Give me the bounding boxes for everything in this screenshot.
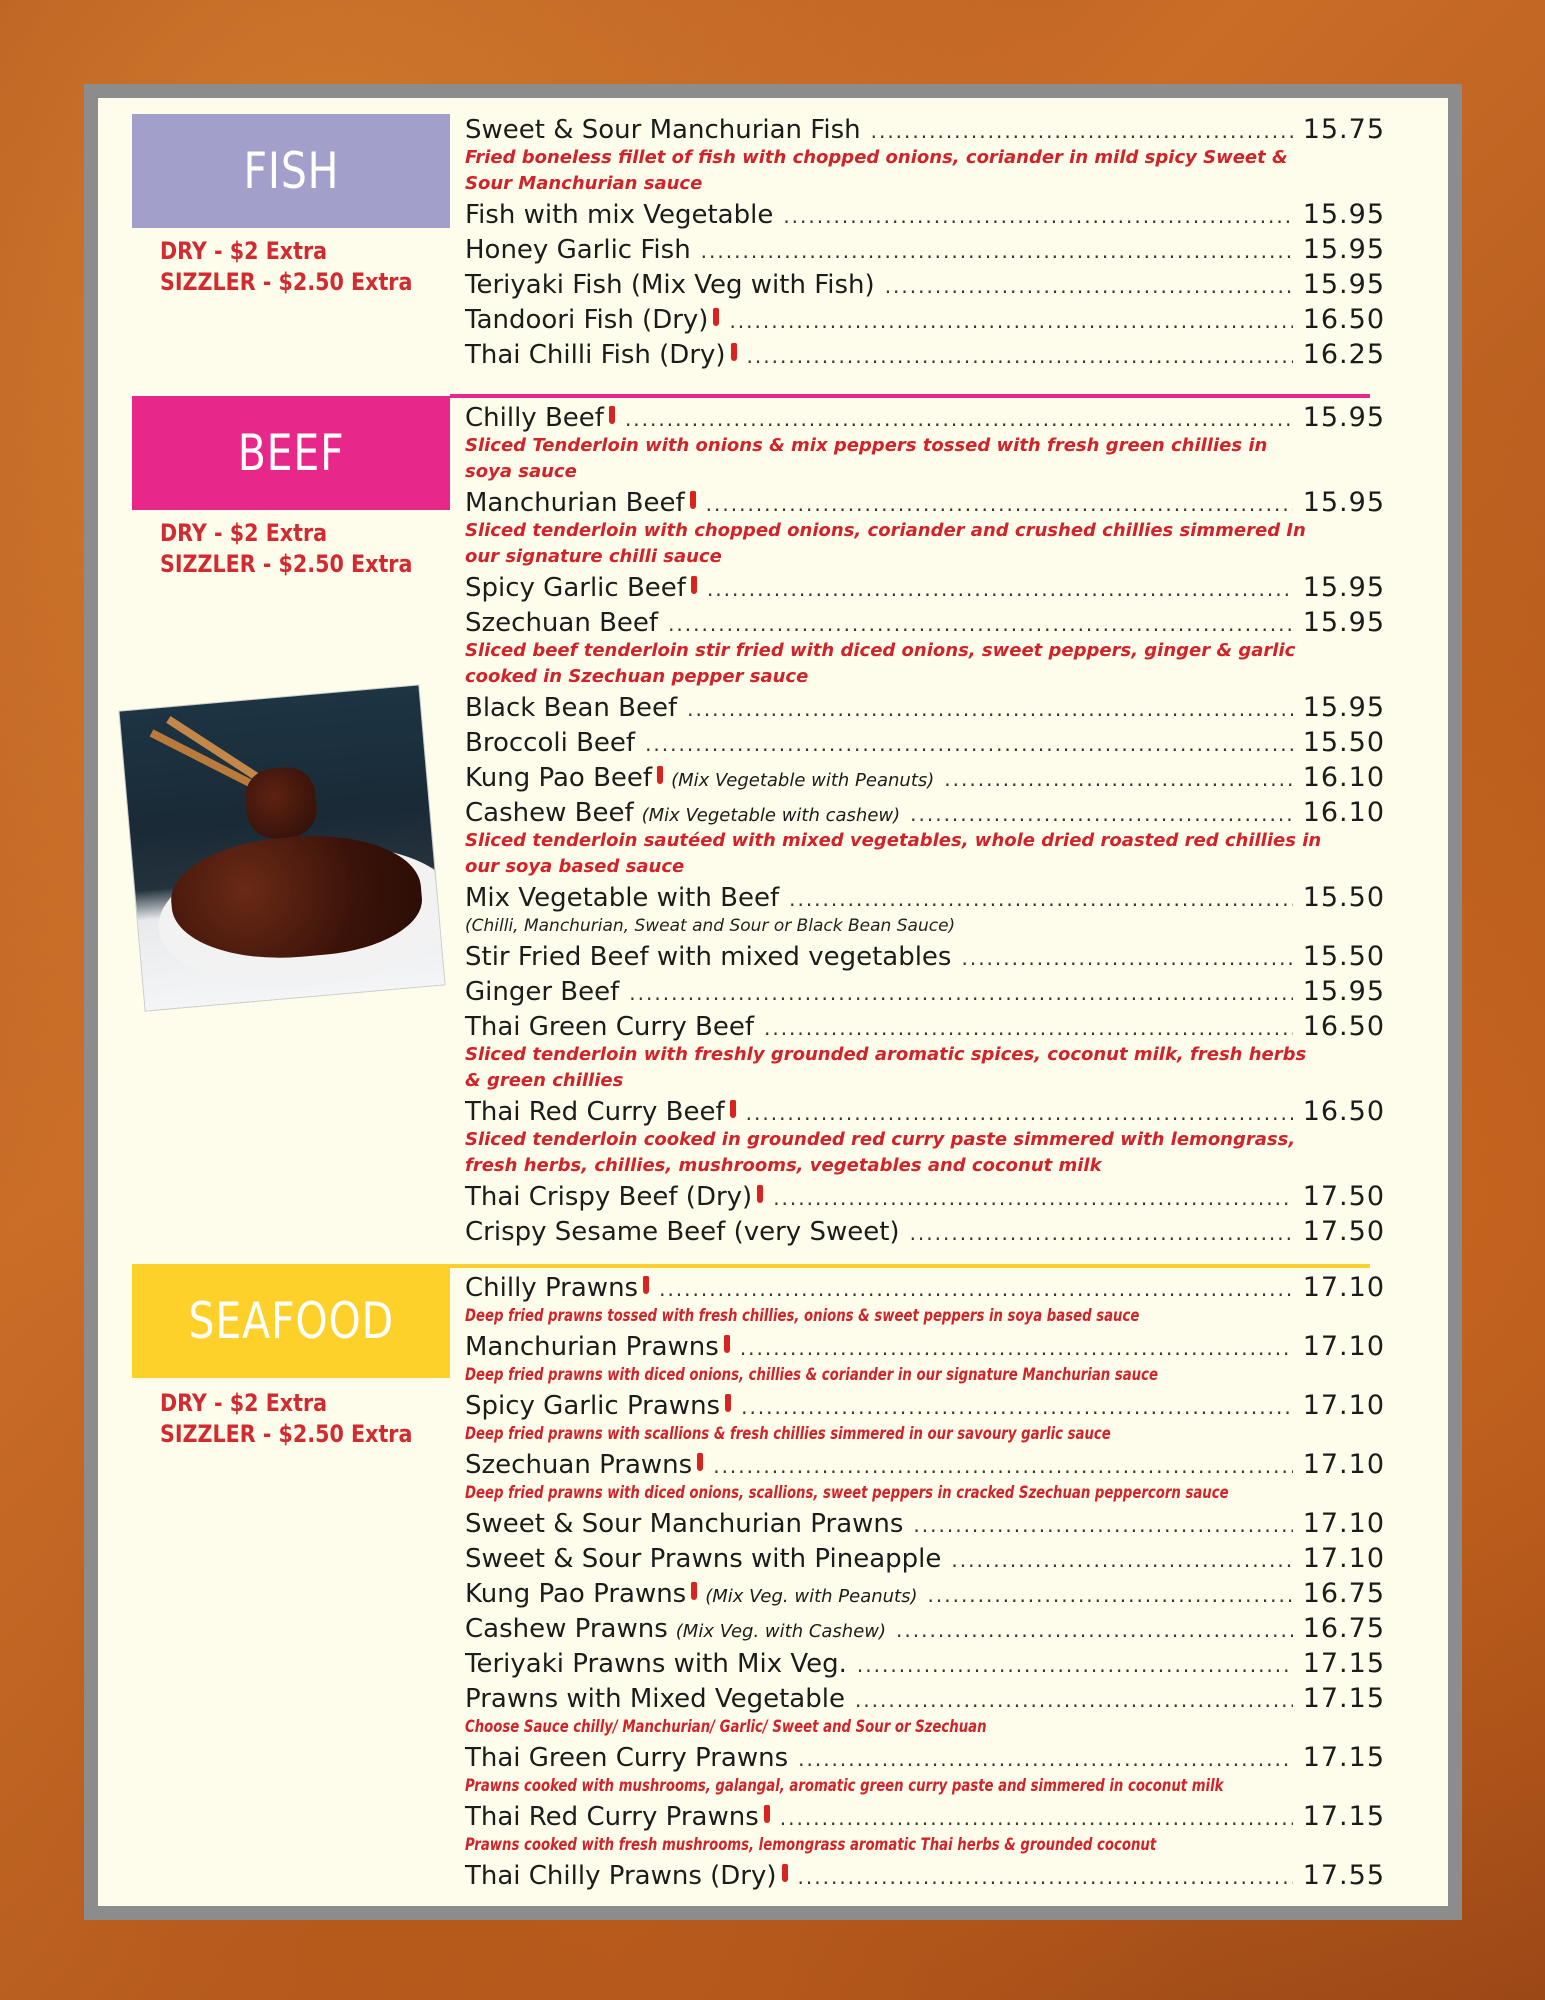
dot-leader — [783, 204, 1292, 228]
menu-item-name — [465, 115, 861, 145]
dot-leader — [645, 732, 1293, 756]
menu-item-price: 17.55 — [1302, 1860, 1385, 1891]
menu-item — [465, 727, 1385, 762]
menu-item-price: 15.95 — [1302, 572, 1385, 603]
fish-sidebar — [132, 98, 450, 1906]
menu-item-description: Sliced tenderloin with freshly grounded aromatic spices, coconut milk, fresh herbs & green chillies — [465, 1044, 1307, 1091]
menu-item — [465, 402, 1385, 485]
menu-item-price: 16.50 — [1302, 1011, 1385, 1042]
menu-item — [465, 1272, 1385, 1329]
menu-item-note: (Mix Veg. with Cashew) — [675, 1621, 887, 1642]
menu-item-price: 17.10 — [1302, 1543, 1385, 1574]
menu-item-row — [465, 941, 1385, 976]
menu-item — [465, 941, 1385, 976]
menu-item-title: Thai Chilli Fish (Dry) — [465, 340, 726, 370]
menu-item-row — [465, 1331, 1385, 1366]
menu-item — [465, 1683, 1385, 1740]
menu-item-note: (Mix Veg. with Peanuts) — [705, 1586, 918, 1607]
menu-item-title: Ginger Beef — [465, 977, 620, 1007]
chili-pepper-icon — [657, 766, 663, 784]
menu-item-description: Sliced Tenderloin with onions & mix peppers tossed with fresh green chillies in soya sauce — [465, 435, 1268, 482]
menu-item-title: Spicy Garlic Prawns — [465, 1391, 721, 1421]
menu-item-title: Cashew Prawns — [465, 1614, 668, 1644]
menu-item-price: 15.50 — [1302, 727, 1385, 758]
menu-item-price: 15.95 — [1302, 199, 1385, 230]
dot-leader — [928, 1583, 1293, 1607]
menu-item-description: Prawns cooked with fresh mushrooms, lemongrass aromatic Thai herbs & grounded coconut — [465, 1835, 1157, 1855]
menu-item-name — [465, 270, 875, 300]
menu-item-name — [465, 1802, 770, 1832]
menu-item — [465, 487, 1385, 570]
dot-leader — [729, 309, 1292, 333]
dot-leader — [944, 767, 1292, 791]
chili-pepper-icon — [730, 1100, 736, 1118]
dot-leader — [871, 119, 1293, 143]
menu-item-title: Thai Green Curry Prawns — [465, 1743, 789, 1773]
menu-item-row — [465, 1011, 1385, 1046]
menu-item — [465, 882, 1385, 939]
beef-heading: BEEF — [132, 396, 450, 510]
chili-pepper-icon — [697, 1453, 703, 1471]
menu-item-row — [465, 692, 1385, 727]
menu-item-price: 16.10 — [1302, 762, 1385, 793]
dot-leader — [746, 1101, 1293, 1125]
menu-item-row — [465, 304, 1385, 339]
menu-item-note: (Mix Vegetable with cashew) — [641, 805, 901, 826]
menu-item-title: Chilly Prawns — [465, 1273, 639, 1303]
menu-item-row — [465, 234, 1385, 269]
menu-item — [465, 1216, 1385, 1251]
menu-item-row — [465, 339, 1385, 374]
menu-item-name — [465, 1273, 649, 1303]
dot-leader — [780, 1806, 1293, 1830]
menu-item — [465, 607, 1385, 690]
menu-item — [465, 1742, 1385, 1799]
chili-pepper-icon — [691, 1582, 697, 1600]
menu-item-name — [465, 1649, 847, 1679]
menu-item — [465, 1331, 1385, 1388]
menu-item-row — [465, 1648, 1385, 1683]
menu-item-title: Tandoori Fish (Dry) — [465, 305, 709, 335]
dot-leader — [773, 1186, 1293, 1210]
menu-item — [465, 114, 1385, 197]
menu-item-row — [465, 1449, 1385, 1484]
menu-item-title: Chilly Beef — [465, 403, 604, 433]
dot-leader — [913, 1513, 1292, 1537]
menu-item — [465, 762, 1385, 797]
menu-item-title: Honey Garlic Fish — [465, 235, 691, 265]
menu-item-price: 15.95 — [1302, 269, 1385, 300]
menu-item-title: Thai Red Curry Prawns — [465, 1802, 759, 1832]
menu-item — [465, 1543, 1385, 1578]
menu-item-price: 16.75 — [1302, 1613, 1385, 1644]
menu-item — [465, 1096, 1385, 1179]
menu-item — [465, 339, 1385, 374]
menu-item-name — [465, 403, 615, 433]
menu-item-description: Deep fried prawns with diced onions, chillies & coriander in our signature Manchurian sauce — [465, 1365, 1158, 1385]
menu-item-title: Black Bean Beef — [465, 693, 678, 723]
menu-item-title: Thai Crispy Beef (Dry) — [465, 1182, 753, 1212]
menu-item-title: Szechuan Beef — [465, 608, 659, 638]
dot-leader — [789, 887, 1293, 911]
dot-leader — [855, 1688, 1293, 1712]
dot-leader — [951, 1548, 1292, 1572]
menu-page — [98, 98, 1448, 1906]
dot-leader — [706, 492, 1293, 516]
menu-item-name — [465, 488, 696, 518]
menu-item-price: 16.75 — [1302, 1578, 1385, 1609]
chili-pepper-icon — [609, 406, 615, 424]
menu-item-price: 15.95 — [1302, 234, 1385, 265]
dot-leader — [798, 1747, 1293, 1771]
menu-item — [465, 1648, 1385, 1683]
menu-item-price: 15.95 — [1302, 692, 1385, 723]
menu-item-row — [465, 1578, 1385, 1613]
beef-dish-photo — [119, 685, 444, 1010]
chili-pepper-icon — [764, 1805, 770, 1823]
menu-item-price: 17.15 — [1302, 1801, 1385, 1832]
dot-leader — [707, 577, 1293, 601]
menu-item-name — [465, 798, 900, 828]
menu-item-name — [465, 1332, 730, 1362]
menu-item-price: 16.10 — [1302, 797, 1385, 828]
menu-item-name — [465, 573, 697, 603]
menu-item-price: 16.50 — [1302, 304, 1385, 335]
menu-item-title: Manchurian Beef — [465, 488, 685, 518]
menu-item-title: Stir Fried Beef with mixed vegetables — [465, 942, 952, 972]
menu-item-row — [465, 402, 1385, 437]
seafood-items — [465, 1272, 1385, 1895]
menu-item-name — [465, 608, 658, 638]
dot-leader — [668, 612, 1293, 636]
chili-pepper-icon — [724, 1335, 730, 1353]
menu-item-price: 17.10 — [1302, 1390, 1385, 1421]
menu-item-name — [465, 1579, 918, 1609]
menu-item-name — [465, 728, 635, 758]
menu-item-name — [465, 1544, 941, 1574]
menu-item-price: 17.10 — [1302, 1331, 1385, 1362]
fish-extras: DRY - $2 Extra SIZZLER - $2.50 Extra — [160, 237, 413, 296]
dot-leader — [713, 1454, 1292, 1478]
menu-item-row — [465, 1390, 1385, 1425]
menu-item-name — [465, 235, 691, 265]
menu-item-title: Spicy Garlic Beef — [465, 573, 686, 603]
menu-item-row — [465, 1613, 1385, 1648]
menu-item — [465, 797, 1385, 880]
menu-item — [465, 1578, 1385, 1613]
menu-item-row — [465, 727, 1385, 762]
menu-item-name — [465, 1182, 763, 1212]
menu-item-row — [465, 797, 1385, 832]
menu-item-row — [465, 1543, 1385, 1578]
menu-item-price: 15.75 — [1302, 114, 1385, 145]
menu-item-title: Cashew Beef — [465, 798, 634, 828]
menu-item — [465, 1801, 1385, 1858]
menu-item-row — [465, 1272, 1385, 1307]
dot-leader — [747, 344, 1293, 368]
menu-item-price: 17.15 — [1302, 1683, 1385, 1714]
menu-item-note: (Mix Vegetable with Peanuts) — [671, 770, 935, 791]
menu-item-price: 16.50 — [1302, 1096, 1385, 1127]
beef-divider — [450, 394, 1370, 398]
dot-leader — [740, 1336, 1293, 1360]
chili-pepper-icon — [713, 308, 719, 326]
menu-item — [465, 976, 1385, 1011]
menu-item — [465, 1613, 1385, 1648]
menu-item-price: 17.10 — [1302, 1272, 1385, 1303]
dot-leader — [885, 274, 1293, 298]
menu-item-title: Fish with mix Vegetable — [465, 200, 774, 230]
menu-item-name — [465, 305, 719, 335]
chili-pepper-icon — [690, 491, 696, 509]
menu-item-row — [465, 1181, 1385, 1216]
menu-item-description: Deep fried prawns with diced onions, scallions, sweet peppers in cracked Szechuan peppercorn sauce — [465, 1483, 1229, 1503]
menu-item-price: 15.50 — [1302, 882, 1385, 913]
dot-leader — [741, 1395, 1293, 1419]
chili-pepper-icon — [731, 343, 737, 361]
menu-item-row — [465, 1742, 1385, 1777]
menu-item-description: Sliced tenderloin with chopped onions, coriander and crushed chillies simmered In our signature chilli sauce — [465, 520, 1306, 567]
menu-item-title: Sweet & Sour Manchurian Fish — [465, 115, 861, 145]
menu-item-row — [465, 976, 1385, 1011]
menu-item-description: Sliced beef tenderloin stir fried with diced onions, sweet peppers, ginger & garlic cooked in Szechuan pepper sauce — [465, 640, 1296, 687]
menu-item-title: Thai Red Curry Beef — [465, 1097, 725, 1127]
menu-item-price: 15.50 — [1302, 941, 1385, 972]
menu-item — [465, 234, 1385, 269]
menu-item-title: Manchurian Prawns — [465, 1332, 719, 1362]
menu-item — [465, 1449, 1385, 1506]
dot-leader — [857, 1653, 1293, 1677]
menu-item-row — [465, 607, 1385, 642]
dot-leader — [659, 1277, 1293, 1301]
menu-frame — [84, 84, 1462, 1920]
menu-item — [465, 692, 1385, 727]
menu-item-name — [465, 1097, 736, 1127]
menu-item-name — [465, 1684, 845, 1714]
menu-item-name — [465, 340, 737, 370]
menu-item-price: 15.95 — [1302, 402, 1385, 433]
menu-item-row — [465, 1860, 1385, 1895]
menu-item-row — [465, 269, 1385, 304]
menu-item-name — [465, 1743, 788, 1773]
seafood-extras: DRY - $2 Extra SIZZLER - $2.50 Extra — [160, 1389, 413, 1448]
dot-leader — [798, 1865, 1293, 1889]
menu-item-title: Sweet & Sour Manchurian Prawns — [465, 1509, 904, 1539]
dot-leader — [687, 697, 1293, 721]
menu-item-name — [465, 1509, 903, 1539]
menu-item-price: 16.25 — [1302, 339, 1385, 370]
menu-item-price: 17.50 — [1302, 1216, 1385, 1247]
menu-item — [465, 304, 1385, 339]
seafood-divider — [450, 1264, 1370, 1268]
chili-pepper-icon — [643, 1276, 649, 1294]
menu-item-row — [465, 762, 1385, 797]
dot-leader — [625, 407, 1293, 431]
menu-item-row — [465, 199, 1385, 234]
dot-leader — [910, 1221, 1293, 1245]
menu-item — [465, 1011, 1385, 1094]
dot-leader — [701, 239, 1293, 263]
menu-item-name — [465, 200, 773, 230]
menu-item-description: Deep fried prawns with scallions & fresh chillies simmered in our savoury garlic sauce — [465, 1424, 1111, 1444]
menu-item-name — [465, 1012, 754, 1042]
menu-item-row — [465, 882, 1385, 917]
dot-leader — [629, 981, 1292, 1005]
menu-item-description: Choose Sauce chilly/ Manchurian/ Garlic/ Sweet and Sour or Szechuan — [465, 1717, 987, 1737]
menu-item-name — [465, 763, 934, 793]
menu-item-row — [465, 1508, 1385, 1543]
menu-item-description: Prawns cooked with mushrooms, galangal, aromatic green curry paste and simmered in coconut milk — [465, 1776, 1224, 1796]
menu-item-name — [465, 977, 619, 1007]
menu-item-name — [465, 883, 779, 913]
seafood-heading: SEAFOOD — [132, 1264, 450, 1378]
menu-item-title: Crispy Sesame Beef (very Sweet) — [465, 1217, 900, 1247]
menu-item-row — [465, 1096, 1385, 1131]
menu-item-title: Sweet & Sour Prawns with Pineapple — [465, 1544, 942, 1574]
chili-pepper-icon — [725, 1394, 731, 1412]
menu-item-row — [465, 1216, 1385, 1251]
menu-item-row — [465, 1683, 1385, 1718]
menu-item-price: 15.95 — [1302, 976, 1385, 1007]
menu-item-row — [465, 114, 1385, 149]
menu-item-description: Sliced tenderloin sautéed with mixed vegetables, whole dried roasted red chillies in our soya based sauce — [465, 830, 1322, 877]
menu-item-name — [465, 1217, 900, 1247]
dot-leader — [896, 1618, 1293, 1642]
dot-leader — [910, 802, 1293, 826]
menu-item-title: Thai Green Curry Beef — [465, 1012, 754, 1042]
menu-item-price: 17.15 — [1302, 1648, 1385, 1679]
menu-item-row — [465, 572, 1385, 607]
menu-item-price: 17.10 — [1302, 1449, 1385, 1480]
menu-item-name — [465, 1450, 703, 1480]
menu-item-row — [465, 487, 1385, 522]
menu-item-title: Prawns with Mixed Vegetable — [465, 1684, 845, 1714]
menu-item — [465, 1860, 1385, 1895]
menu-item — [465, 199, 1385, 234]
menu-item — [465, 1508, 1385, 1543]
menu-item-title: Teriyaki Prawns with Mix Veg. — [465, 1649, 847, 1679]
beef-items — [465, 402, 1385, 1251]
menu-item-title: Mix Vegetable with Beef — [465, 883, 780, 913]
menu-item — [465, 1181, 1385, 1216]
menu-item-description: Fried boneless fillet of fish with chopped onions, coriander in mild spicy Sweet & Sour Manchurian sauce — [465, 147, 1288, 194]
fish-items — [465, 114, 1385, 374]
menu-item-title: Broccoli Beef — [465, 728, 636, 758]
menu-item-sauce-options: (Chilli, Manchurian, Sweat and Sour or Black Bean Sauce) — [465, 916, 956, 936]
menu-item-name — [465, 1614, 886, 1644]
menu-item-name — [465, 1861, 788, 1891]
fish-heading: FISH — [132, 114, 450, 228]
menu-item — [465, 572, 1385, 607]
dot-leader — [961, 946, 1292, 970]
menu-item-price: 17.15 — [1302, 1742, 1385, 1773]
menu-item-title: Kung Pao Prawns — [465, 1579, 687, 1609]
menu-item-title: Teriyaki Fish (Mix Veg with Fish) — [465, 270, 875, 300]
chili-pepper-icon — [691, 576, 697, 594]
menu-item-name — [465, 942, 951, 972]
chili-pepper-icon — [757, 1185, 763, 1203]
menu-item — [465, 1390, 1385, 1447]
chili-pepper-icon — [782, 1864, 788, 1882]
menu-item-price: 17.10 — [1302, 1508, 1385, 1539]
beef-extras: DRY - $2 Extra SIZZLER - $2.50 Extra — [160, 519, 413, 578]
menu-item-title: Thai Chilly Prawns (Dry) — [465, 1861, 777, 1891]
menu-item-description: Sliced tenderloin cooked in grounded red curry paste simmered with lemongrass, fresh herbs, chillies, mushrooms, vegetables and coconut milk — [465, 1129, 1296, 1176]
menu-item-title: Kung Pao Beef — [465, 763, 653, 793]
menu-item-price: 15.95 — [1302, 487, 1385, 518]
menu-item-name — [465, 1391, 731, 1421]
menu-item — [465, 269, 1385, 304]
menu-item-price: 17.50 — [1302, 1181, 1385, 1212]
menu-item-description: Deep fried prawns tossed with fresh chillies, onions & sweet peppers in soya based sauce — [465, 1306, 1140, 1326]
menu-item-name — [465, 693, 677, 723]
menu-item-price: 15.95 — [1302, 607, 1385, 638]
menu-item-row — [465, 1801, 1385, 1836]
dot-leader — [764, 1016, 1293, 1040]
menu-item-title: Szechuan Prawns — [465, 1450, 693, 1480]
